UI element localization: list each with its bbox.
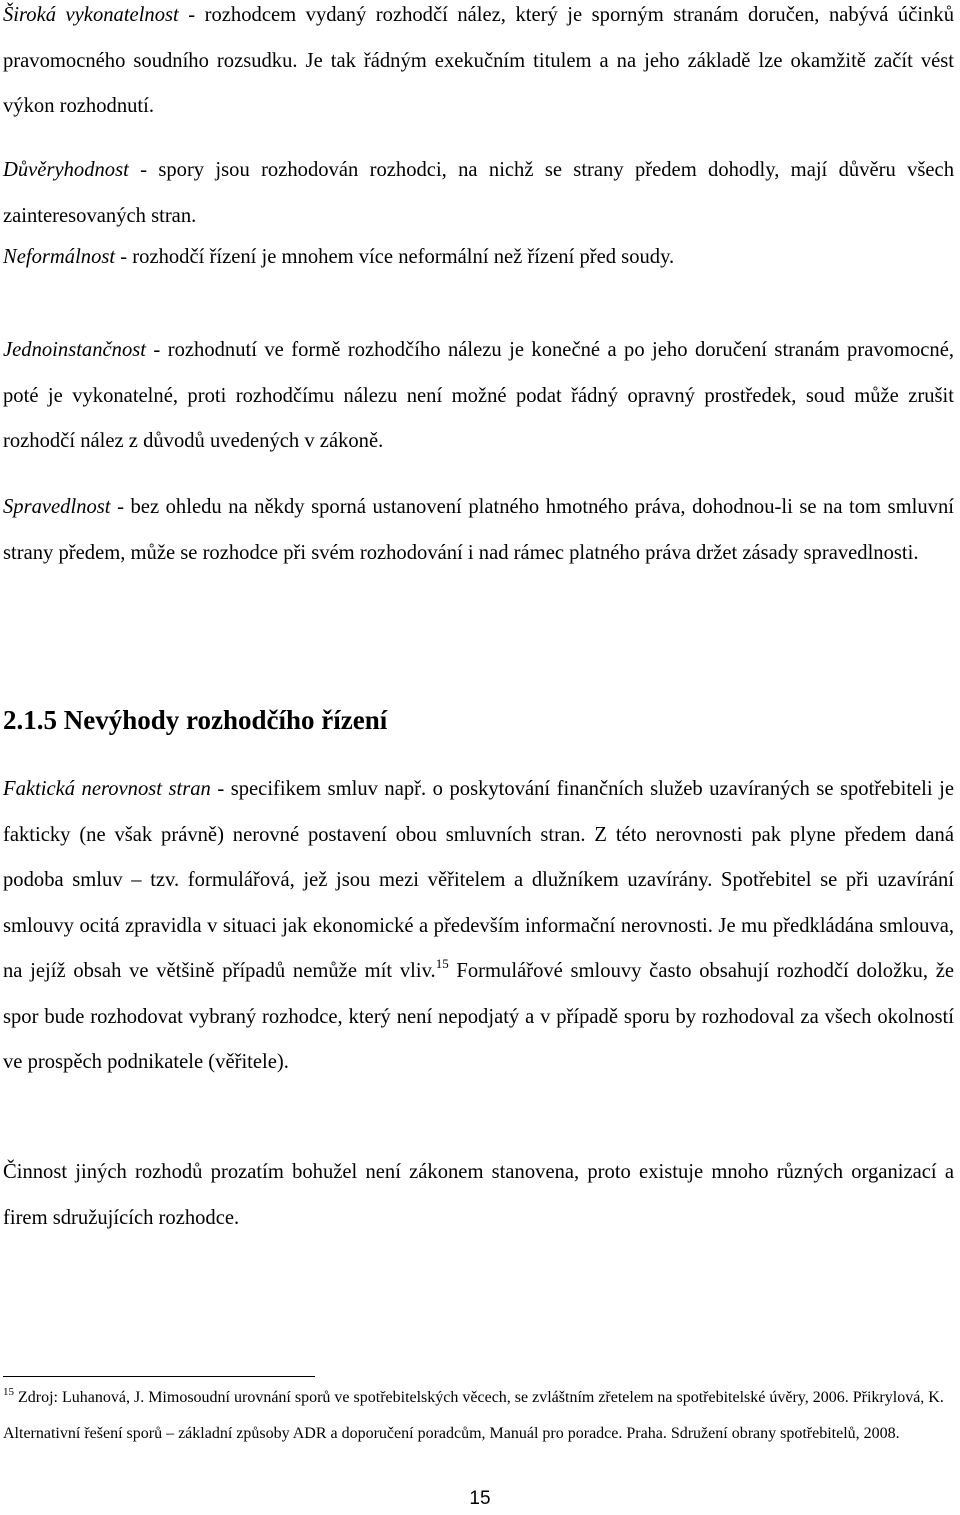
paragraph-duveryhodnost <box>3 148 954 239</box>
term-spravedlnost: Spravedlnost <box>3 496 111 518</box>
footnote <box>3 1380 954 1451</box>
paragraph-text: Formulářové smlouvy často obsahují rozhodčí doložku, že spor bude rozhodovat vybraný rozhodce, který není nepodjatý a v případě sporu by rozhodoval za všech okolností ve prospěch podnikatele (věřitele). <box>3 960 954 1073</box>
paragraph-text: - rozhodnutí ve formě rozhodčího nálezu je konečné a po jeho doručení stranám pravomocné, poté je vykonatelné, proti rozhodčímu nálezu není možné podat řádný opravný prostředek, soud může zrušit rozhodčí nález z důvodů uvedených v zákoně. <box>3 339 954 452</box>
paragraph-text: - bez ohledu na někdy sporná ustanovení platného hmotného práva, dohodnou-li se na tom smluvní strany předem, může se rozhodce při svém rozhodování i nad rámec platného práva držet zásady spravedlnosti. <box>3 496 954 564</box>
paragraph-text: - rozhodčí řízení je mnohem více neformální než řízení před soudy. <box>115 246 675 268</box>
paragraph-text: - specifikem smluv např. o poskytování finančních služeb uzavíraných se spotřebiteli je fakticky (ne však právně) nerovné postavení obou smluvních stran. Z této nerovnosti pak plyne předem daná podoba smluv – tzv. formulářová, jež jsou mezi věřitelem a dlužníkem uzavírány. Spotřebitel se při uzavírání smlouvy ocitá zpravidla v situaci jak ekonomické a především informační nerovnosti. Je mu předkládána smlouva, na jejíž obsah ve většině případů nemůže mít vliv. <box>3 778 954 982</box>
paragraph-jednoinstancnost <box>3 328 954 465</box>
page-number: 15 <box>469 1488 491 1509</box>
paragraph-neformalnost <box>3 235 954 281</box>
paragraph-cinnost-rozhodu: Činnost jiných rozhodů prozatím bohužel není zákonem stanovena, proto existuje mnoho různých organizací a firem sdružujících rozhodce. <box>3 1161 954 1229</box>
term-duveryhodnost: Důvěryhodnost <box>3 159 129 181</box>
paragraph-text: - rozhodcem vydaný rozhodčí nález, který je sporným stranám doručen, nabývá účinků pravomocného soudního rozsudku. Je tak řádným exekučním titulem a na jeho základě lze okamžitě začít vést výkon rozhodnutí. <box>3 4 954 117</box>
paragraph-spravedlnost <box>3 485 954 576</box>
section-heading: 2.1.5 Nevýhody rozhodčího řízení <box>3 705 388 735</box>
term-fakticka-nerovnost: Faktická nerovnost stran <box>3 778 211 800</box>
paragraph-fakticka-nerovnost <box>3 767 954 1086</box>
paragraph-text: - spory jsou rozhodován rozhodci, na nichž se strany předem dohodly, mají důvěru všech zainteresovaných stran. <box>3 159 954 227</box>
footnote-reference[interactable]: 15 <box>435 956 449 971</box>
footnote-text: Zdroj: Luhanová, J. Mimosoudní urovnání sporů ve spotřebitelských věcech, se zvláštním zřetelem na spotřebitelské úvěry, 2006. Přikrylová, K. Alternativní řešení sporů – základní způsoby ADR a doporučení poradcům, Manuál pro poradce. Praha. Sdružení obrany spotřebitelů, 2008. <box>3 1389 944 1442</box>
term-siroka-vykonatelnost: Široká vykonatelnost <box>3 4 179 26</box>
term-neformalnost: Neformálnost <box>3 246 116 268</box>
footnote-separator <box>3 1376 315 1377</box>
paragraph-siroka-vykonatelnost <box>3 0 954 130</box>
footnote-number: 15 <box>3 1386 14 1398</box>
term-jednoinstancnost: Jednoinstančnost <box>3 339 146 361</box>
